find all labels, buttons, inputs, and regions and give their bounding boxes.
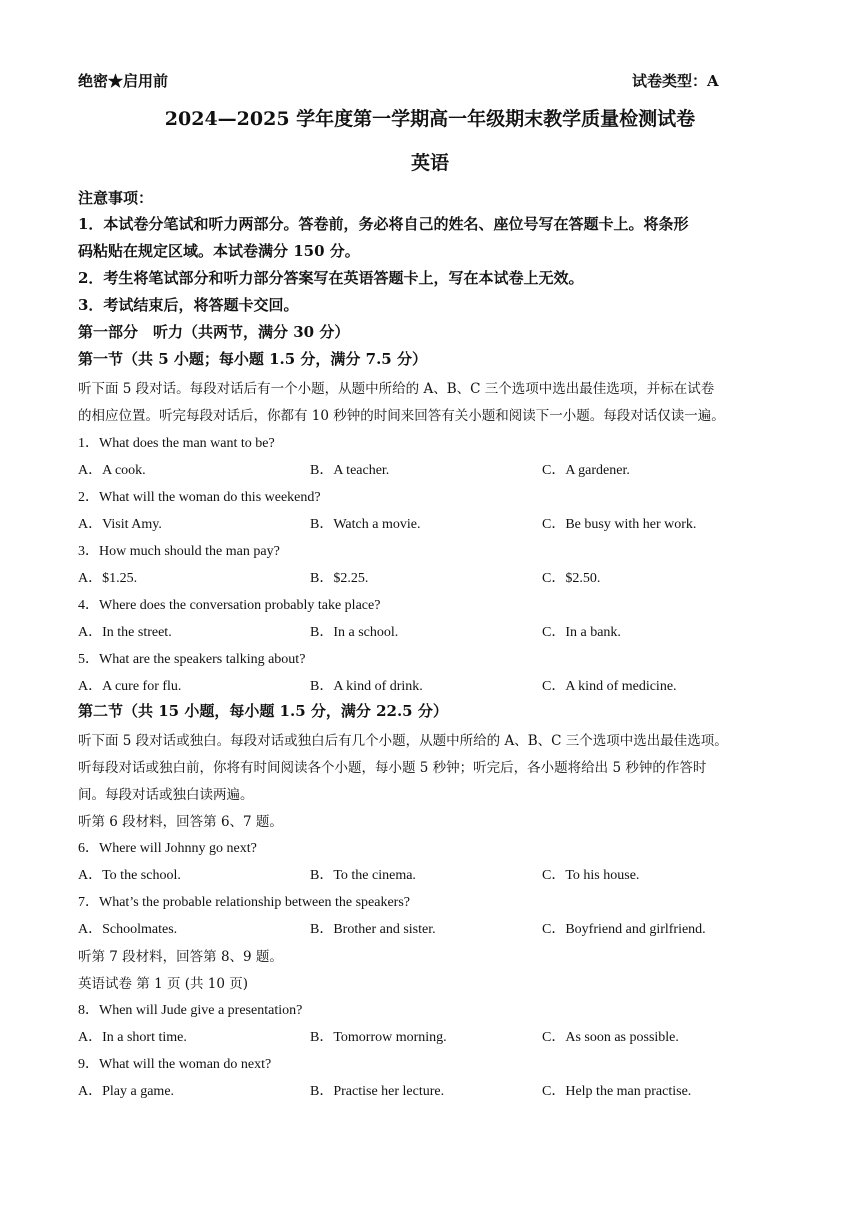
note-item: 2．考生将笔试部分和听力部分答案写在英语答题卡上，写在本试卷上无效。 xyxy=(78,269,584,287)
part1-heading: 第一部分 听力（共两节，满分 30 分） xyxy=(78,323,350,341)
section2-instruction: 听下面 5 段对话或独白。每段对话或独白后有几个小题，从题中所给的 A、B、C 三个选项中选出最佳选项。 xyxy=(78,733,728,749)
option-b: B．$2.25. xyxy=(310,571,369,586)
option-c: C．$2.50. xyxy=(542,571,601,586)
question-stem: 7．What’s the probable relationship between the speakers? xyxy=(78,895,410,910)
option-b: B．Watch a movie. xyxy=(310,517,421,532)
material-note: 听第 7 段材料，回答第 8、9 题。 xyxy=(78,949,283,965)
paper-type-label: 试卷类型：A xyxy=(632,72,719,90)
confidential-label: 绝密★启用前 xyxy=(78,72,169,90)
note-item: 3．考试结束后，将答题卡交回。 xyxy=(78,296,299,314)
option-c: C．A kind of medicine. xyxy=(542,679,677,694)
exam-title: 2024—2025 学年度第一学期高一年级期末教学质量检测试卷 xyxy=(164,108,696,130)
option-a: A．In the street. xyxy=(78,625,172,640)
section2-instruction: 间。每段对话或独白读两遍。 xyxy=(78,787,254,803)
option-b: B．Practise her lecture. xyxy=(310,1084,445,1099)
option-c: C．In a bank. xyxy=(542,625,621,640)
question-stem: 1．What does the man want to be? xyxy=(78,436,275,451)
note-item: 1．本试卷分笔试和听力两部分。答卷前，务必将自己的姓名、座位号写在答题卡上。将条形 xyxy=(78,215,689,233)
question-stem: 5．What are the speakers talking about? xyxy=(78,652,306,667)
option-b: B．Tomorrow morning. xyxy=(310,1030,447,1045)
option-b: B．A teacher. xyxy=(310,463,390,478)
section2-instruction: 听每段对话或独白前，你将有时间阅读各个小题，每小题 5 秒钟；听完后，各小题将给出 5 秒钟的作答时 xyxy=(78,760,707,776)
material-note: 听第 6 段材料，回答第 6、7 题。 xyxy=(78,814,283,830)
section1-instruction: 听下面 5 段对话。每段对话后有一个小题，从题中所给的 A、B、C 三个选项中选出最佳选项，并标在试卷 xyxy=(78,381,715,397)
option-a: A．In a short time. xyxy=(78,1030,187,1045)
question-stem: 8．When will Jude give a presentation? xyxy=(78,1003,303,1018)
option-c: C．Be busy with her work. xyxy=(542,517,697,532)
option-b: B．Brother and sister. xyxy=(310,922,436,937)
option-c: C．To his house. xyxy=(542,868,640,883)
page-footer: 英语试卷 第 1 页 (共 10 页) xyxy=(78,976,249,992)
notes-heading: 注意事项： xyxy=(78,189,154,207)
question-stem: 4．Where does the conversation probably take place? xyxy=(78,598,381,613)
option-a: A．A cure for flu. xyxy=(78,679,182,694)
question-stem: 3．How much should the man pay? xyxy=(78,544,280,559)
option-a: A．To the school. xyxy=(78,868,181,883)
option-c: C．A gardener. xyxy=(542,463,630,478)
question-stem: 6．Where will Johnny go next? xyxy=(78,841,257,856)
option-a: A．$1.25. xyxy=(78,571,138,586)
option-c: C．Help the man practise. xyxy=(542,1084,692,1099)
section1-instruction: 的相应位置。听完每段对话后，你都有 10 秒钟的时间来回答有关小题和阅读下一小题。每段对话仅读一遍。 xyxy=(78,408,725,424)
section1-heading: 第一节（共 5 小题；每小题 1.5 分，满分 7.5 分） xyxy=(78,350,427,368)
option-a: A．Visit Amy. xyxy=(78,517,162,532)
subject-title: 英语 xyxy=(410,152,449,174)
question-stem: 9．What will the woman do next? xyxy=(78,1057,272,1072)
option-b: B．To the cinema. xyxy=(310,868,416,883)
option-b: B．A kind of drink. xyxy=(310,679,423,694)
option-b: B．In a school. xyxy=(310,625,399,640)
option-c: C．As soon as possible. xyxy=(542,1030,679,1045)
note-item: 码粘贴在规定区域。本试卷满分 150 分。 xyxy=(78,242,360,260)
section2-heading: 第二节（共 15 小题，每小题 1.5 分，满分 22.5 分） xyxy=(78,702,448,720)
option-a: A．Play a game. xyxy=(78,1084,175,1099)
option-c: C．Boyfriend and girlfriend. xyxy=(542,922,706,937)
option-a: A．A cook. xyxy=(78,463,146,478)
option-a: A．Schoolmates. xyxy=(78,922,178,937)
question-stem: 2．What will the woman do this weekend? xyxy=(78,490,321,505)
